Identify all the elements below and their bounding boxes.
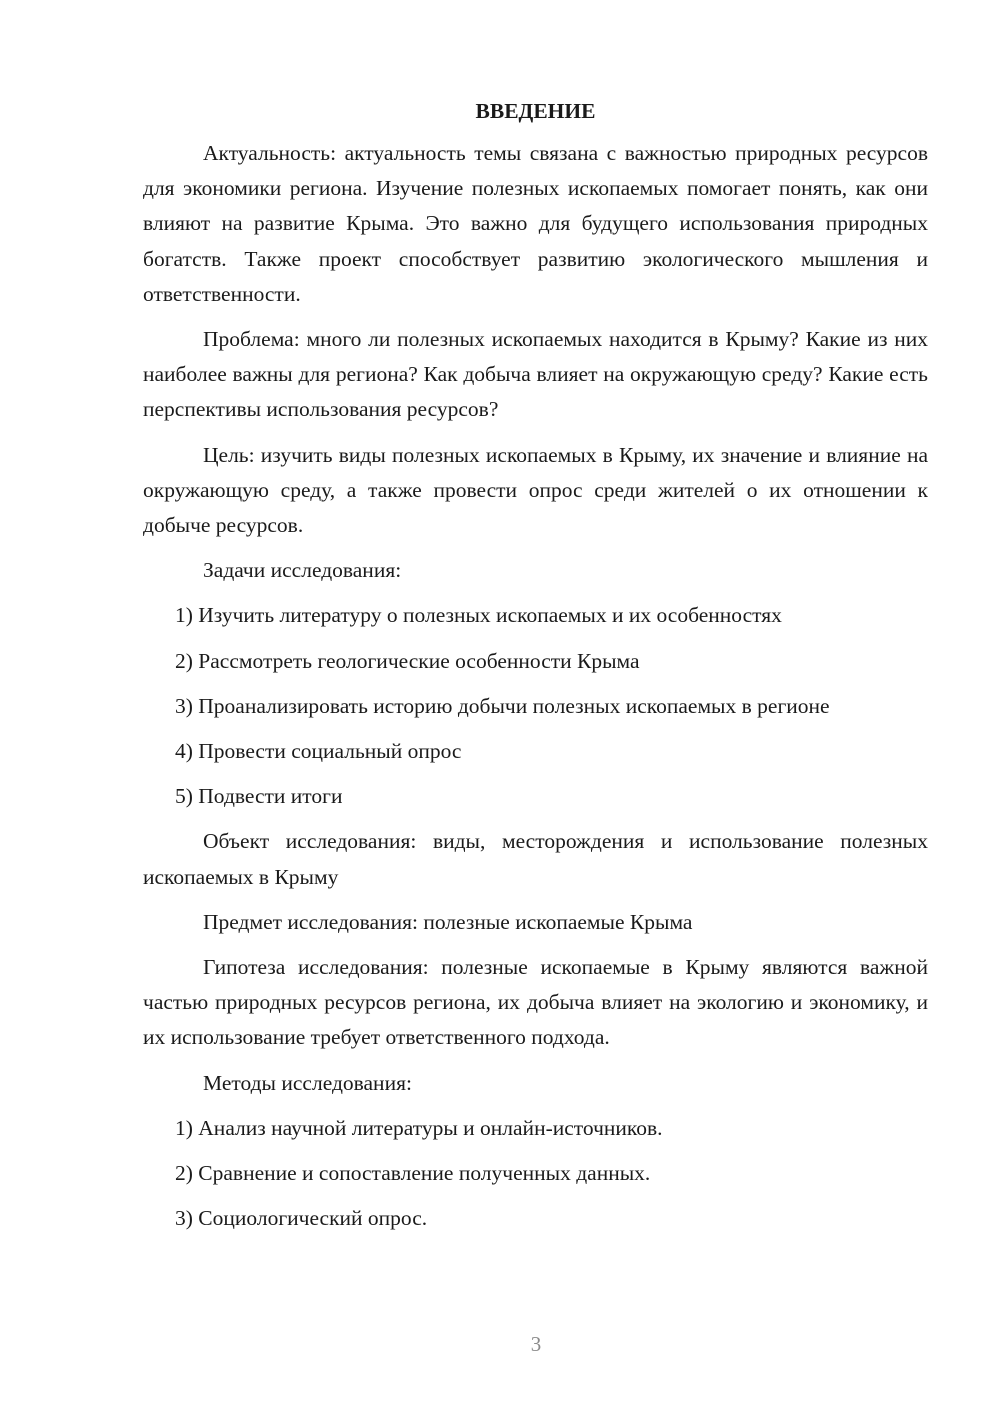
task-item: 1) Изучить литературу о полезных ископаемых и их особенностях — [175, 603, 782, 628]
tasks-label: Задачи исследования: — [203, 558, 402, 583]
method-item: 1) Анализ научной литературы и онлайн-источников. — [175, 1115, 663, 1140]
task-item: 5) Подвести итоги — [175, 784, 343, 809]
page-number: 3 — [530, 1332, 542, 1356]
section-title: ВВЕДЕНИЕ — [475, 99, 596, 123]
methods-label: Методы исследования: — [203, 1070, 412, 1095]
task-item: 2) Рассмотреть геологические особенности Крыма — [175, 648, 640, 673]
subject-paragraph: Предмет исследования: полезные ископаемые Крыма — [203, 909, 693, 934]
task-item: 3) Проанализировать историю добычи полезных ископаемых в регионе — [175, 693, 830, 718]
document-page — [143, 96, 928, 1246]
hypothesis-paragraph: Гипотеза исследования: полезные ископаемые в Крыму являются важной частью природных ресурсов региона, их добыча влияет на экологию и экономику, и их использование требует ответственного подхода. — [143, 955, 928, 1050]
method-item: 2) Сравнение и сопоставление полученных данных. — [175, 1161, 651, 1186]
goal-paragraph: Цель: изучить виды полезных ископаемых в Крыму, их значение и влияние на окружающую среду, а также провести опрос среди жителей о их отношении к добыче ресурсов. — [143, 442, 928, 538]
object-paragraph: Объект исследования: виды, месторождения и использование полезных ископаемых в Крыму — [143, 829, 928, 889]
task-item: 4) Провести социальный опрос — [175, 739, 462, 764]
method-item: 3) Социологический опрос. — [175, 1206, 428, 1231]
relevance-paragraph: Актуальность: актуальность темы связана с важностью природных ресурсов для экономики региона. Изучение полезных ископаемых помогает понять, как они влияют на развитие Крыма. Это важно для будущего использования природных богатств. Также проект способствует развитию экологического мышления и ответственности. — [143, 141, 928, 306]
problem-paragraph: Проблема: много ли полезных ископаемых находится в Крыму? Какие из них наиболее важны для региона? Как добыча влияет на окружающую среду? Какие есть перспективы использования ресурсов? — [143, 327, 928, 422]
